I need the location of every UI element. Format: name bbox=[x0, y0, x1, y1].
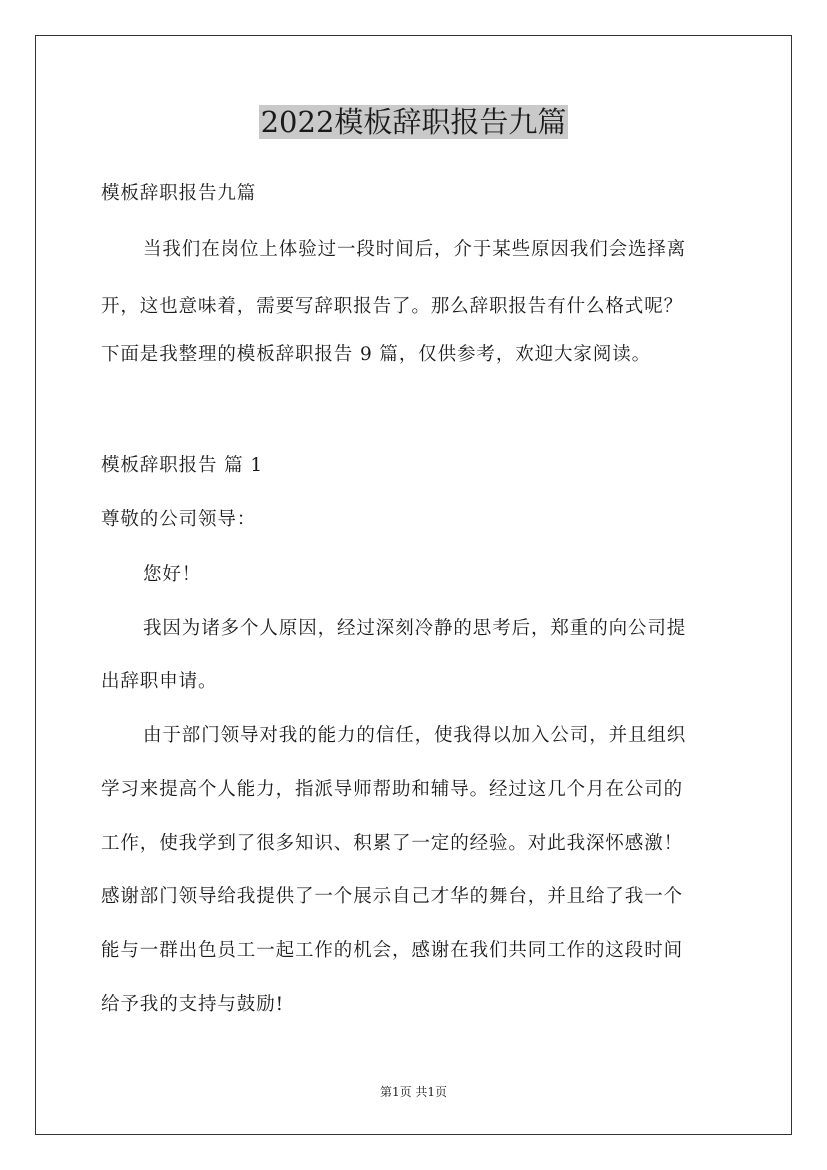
para1-line-1: 我因为诸多个人原因，经过深刻冷静的思考后，郑重的向公司提 bbox=[143, 618, 687, 639]
document-subtitle: 模板辞职报告九篇 bbox=[101, 183, 257, 204]
greeting: 您好！ bbox=[143, 564, 202, 585]
para2-line-6: 给予我的支持与鼓励! bbox=[101, 994, 284, 1015]
para2-line-5: 能与一群出色员工一起工作的机会，感谢在我们共同工作的这段时间 bbox=[101, 940, 684, 961]
para2-line-1: 由于部门领导对我的能力的信任，使我得以加入公司，并且组织 bbox=[143, 725, 687, 746]
para2-line-2: 学习来提高个人能力，指派导师帮助和辅导。经过这几个月在公司的 bbox=[101, 779, 684, 800]
document-title bbox=[0, 100, 827, 144]
document-title-text: 2022模板辞职报告九篇 bbox=[260, 105, 567, 139]
section-heading: 模板辞职报告 篇 1 bbox=[101, 455, 264, 476]
para1-line-2: 出辞职申请。 bbox=[101, 671, 218, 692]
para2-line-4: 感谢部门领导给我提供了一个展示自己才华的舞台，并且给了我一个 bbox=[101, 886, 684, 907]
salutation: 尊敬的公司领导： bbox=[101, 509, 257, 530]
intro-line-1: 当我们在岗位上体验过一段时间后，介于某些原因我们会选择离 bbox=[143, 239, 687, 260]
para2-line-3: 工作，使我学到了很多知识、积累了一定的经验。对此我深怀感激！ bbox=[101, 833, 684, 854]
intro-line-2: 开，这也意味着，需要写辞职报告了。那么辞职报告有什么格式呢？ bbox=[101, 296, 684, 317]
intro-line-3: 下面是我整理的模板辞职报告 9 篇，仅供参考，欢迎大家阅读。 bbox=[101, 344, 652, 365]
page-footer: 第1页 共1页 bbox=[379, 1085, 448, 1099]
